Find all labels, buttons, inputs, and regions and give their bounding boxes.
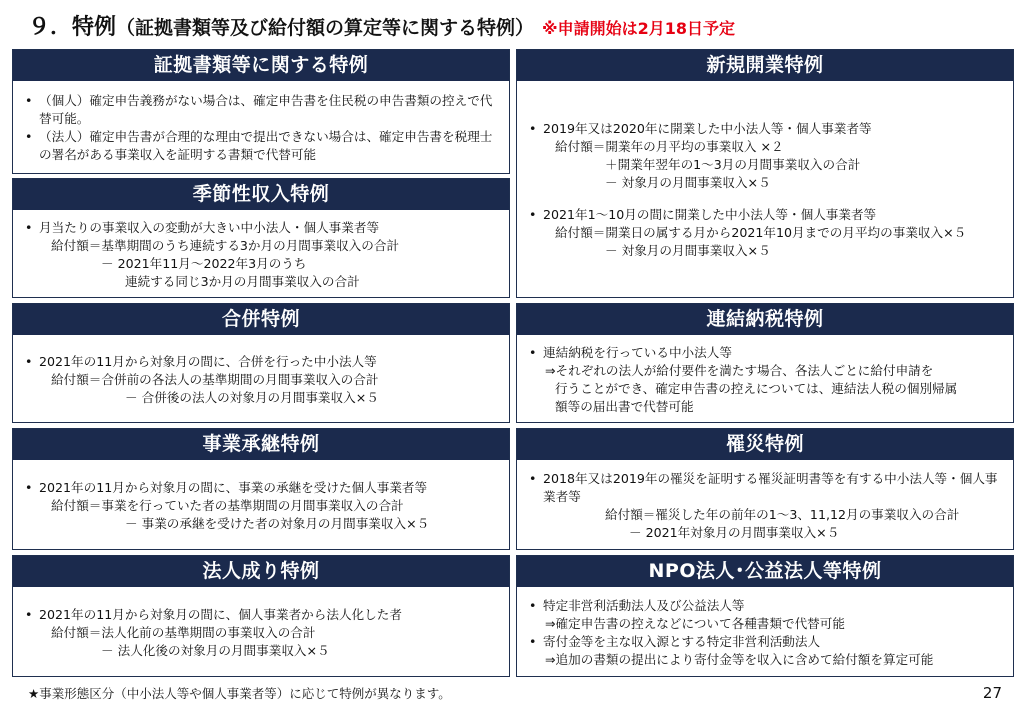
detail-line: 給付額＝開業年の月平均の事業収入 ×２	[555, 139, 784, 154]
bullet-icon: •	[529, 633, 537, 649]
card-body	[13, 587, 509, 676]
card-business-succession	[12, 428, 510, 550]
detail-line: － 法人化後の対象月の月間事業収入×５	[101, 642, 330, 658]
card-title: 事業承継特例	[13, 429, 509, 460]
bullet-item	[25, 353, 499, 371]
title-subtitle: （証拠書類等及び給付額の算定等に関する特例）	[116, 17, 535, 39]
card-evidence-documents	[12, 49, 510, 174]
card-title: 合併特例	[13, 304, 509, 335]
bullet-text: 月当たりの事業収入の変動が大きい中小法人・個人事業者等	[39, 219, 380, 235]
bullet-item	[25, 606, 499, 624]
detail-line: － 2021年対象月の月間事業収入×５	[629, 524, 840, 540]
bullet-icon: •	[25, 93, 33, 108]
bullet-text: 2021年の11月から対象月の間に、個人事業者から法人化した者	[39, 606, 402, 622]
bullet-icon: •	[529, 597, 537, 613]
detail-line: 行うことができ、確定申告書の控えについては、連結法人税の個別帰属	[555, 380, 958, 396]
card-body	[13, 335, 509, 422]
bullet-icon: •	[529, 470, 537, 486]
card-title: 季節性収入特例	[13, 179, 509, 210]
bullet-text: 2021年の11月から対象月の間に、合併を行った中小法人等	[39, 353, 377, 369]
bullet-icon: •	[529, 207, 537, 222]
card-title: 罹災特例	[517, 429, 1013, 460]
detail-line: － 2021年11月～2022年3月のうち	[101, 255, 307, 271]
spacer	[529, 192, 1003, 206]
card-title: 連結納税特例	[517, 304, 1013, 335]
bullet-icon: •	[25, 129, 33, 144]
bullet-text: 2019年又は2020年に開業した中小法人等・個人事業者等	[543, 121, 872, 136]
card-body	[517, 81, 1013, 297]
card-npo-public-interest	[516, 555, 1014, 677]
card-title: 証拠書類等に関する特例	[13, 50, 509, 81]
page-title	[28, 10, 735, 40]
bullet-item	[25, 479, 499, 497]
card-body	[517, 335, 1013, 422]
bullet-icon: •	[529, 344, 537, 360]
detail-line: － 合併後の法人の対象月の月間事業収入×５	[125, 389, 379, 405]
detail-line: － 対象月の月間事業収入×５	[605, 175, 771, 190]
bullet-text: （個人）確定申告義務がない場合は、確定申告書を住民税の申告書類の控えで代替可能。	[39, 93, 493, 126]
detail-line: 給付額＝基準期間のうち連続する3か月の月間事業収入の合計	[51, 237, 400, 253]
bullet-item	[25, 219, 499, 237]
card-body	[13, 81, 509, 173]
detail-line: 額等の届出書で代替可能	[555, 398, 694, 414]
bullet-icon: •	[25, 606, 33, 622]
detail-line: ＋開業年翌年の1～3月の月間事業収入の合計	[605, 157, 861, 172]
bullet-item	[529, 120, 1003, 138]
application-start-note: ※申請開始は2月18日予定	[542, 19, 735, 38]
bullet-item	[529, 597, 1003, 615]
detail-line: 連続する同じ3か月の月間事業収入の合計	[125, 273, 360, 289]
detail-line: 給付額＝事業を行っていた者の基準期間の月間事業収入の合計	[51, 497, 404, 513]
card-title: 法人成り特例	[13, 556, 509, 587]
card-incorporation	[12, 555, 510, 677]
bullet-icon: •	[25, 353, 33, 369]
bullet-text: 連結納税を行っている中小法人等	[543, 344, 732, 360]
bullet-icon: •	[25, 479, 33, 495]
card-title: NPO法人･公益法人等特例	[517, 556, 1013, 587]
detail-line: ⇒追加の書類の提出により寄付金等を収入に含めて給付額を算定可能	[545, 651, 934, 667]
detail-line: 給付額＝罹災した年の前年の1～3、11,12月の事業収入の合計	[605, 506, 960, 522]
detail-line: － 事業の承継を受けた者の対象月の月間事業収入×５	[125, 515, 430, 531]
detail-line: ⇒確定申告書の控えなどについて各種書類で代替可能	[545, 615, 845, 631]
card-body	[517, 460, 1013, 549]
bullet-item	[25, 128, 499, 164]
bullet-text: 2021年の11月から対象月の間に、事業の承継を受けた個人事業者等	[39, 479, 428, 495]
bullet-item	[529, 344, 1003, 362]
card-body	[517, 587, 1013, 676]
bullet-item	[529, 470, 1003, 506]
card-consolidated-tax	[516, 303, 1014, 423]
bullet-icon: •	[529, 121, 537, 136]
card-seasonal-income	[12, 178, 510, 298]
footer-note: ★事業形態区分（中小法人等や個人事業者等）に応じて特例が異なります。	[28, 686, 451, 701]
card-new-business	[516, 49, 1014, 298]
card-title: 新規開業特例	[517, 50, 1013, 81]
bullet-item	[529, 206, 1003, 224]
bullet-text: 2021年1～10月の間に開業した中小法人等・個人事業者等	[543, 207, 877, 222]
detail-line: 給付額＝開業日の属する月から2021年10月までの月平均の事業収入×５	[555, 225, 967, 240]
card-body	[13, 460, 509, 549]
bullet-item	[529, 633, 1003, 651]
bullet-item	[25, 92, 499, 128]
card-merger	[12, 303, 510, 423]
bullet-icon: •	[25, 219, 33, 235]
title-main: ９．特例	[28, 15, 117, 40]
bullet-text: （法人）確定申告書が合理的な理由で提出できない場合は、確定申告書を税理士の署名がある事業収入を証明する書類で代替可能	[39, 129, 493, 162]
bullet-text: 2018年又は2019年の罹災を証明する罹災証明書等を有する中小法人等・個人事業者等	[543, 470, 998, 504]
bullet-text: 特定非営利活動法人及び公益法人等	[543, 597, 745, 613]
page-number: 27	[982, 684, 1002, 702]
card-disaster	[516, 428, 1014, 550]
detail-line: ⇒それぞれの法人が給付要件を満たす場合、各法人ごとに給付申請を	[545, 362, 934, 378]
card-body	[13, 210, 509, 297]
detail-line: 給付額＝法人化前の基準期間の事業収入の合計	[51, 624, 316, 640]
detail-line: 給付額＝合併前の各法人の基準期間の月間事業収入の合計	[51, 371, 379, 387]
detail-line: － 対象月の月間事業収入×５	[605, 243, 771, 258]
bullet-text: 寄付金等を主な収入源とする特定非営利活動法人	[543, 633, 821, 649]
